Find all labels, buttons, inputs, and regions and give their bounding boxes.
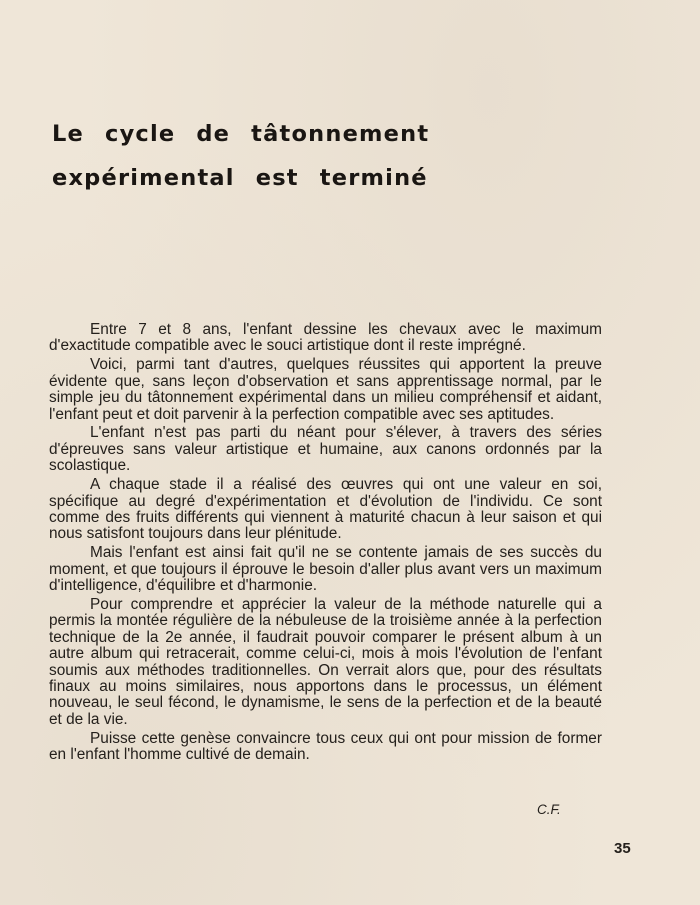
title-line-2: expérimental est terminé bbox=[52, 165, 428, 191]
paragraph: Mais l'enfant est ainsi fait qu'il ne se contente jamais de ses succès du moment, et que toujours il éprouve le besoin d'aller plus avant vers un maximum d'intelligence, d'équilibre et d'harmonie. bbox=[49, 544, 602, 595]
paragraph: Pour comprendre et apprécier la valeur de la méthode naturelle qui a permis la montée régulière de la nébuleuse de la troisième année à la perfection technique de la 2e année, il faudrait pouvoir comparer le présent album à un autre album qui retracerait, comme celui-ci, mois à mois l'évolution de l'enfant soumis aux méthodes traditionnelles. On verrait alors que, pour des résultats finaux au moins similaires, nous apportons dans le processus, un élément nouveau, le seul fécond, le dynamisme, le sens de la perfection et de la beauté et de la vie. bbox=[49, 596, 602, 728]
page-number: 35 bbox=[614, 840, 631, 857]
paragraph: Entre 7 et 8 ans, l'enfant dessine les chevaux avec le maximum d'exactitude compatible avec le souci artistique dont il reste imprégné. bbox=[49, 321, 602, 355]
title-line-1: Le cycle de tâtonnement bbox=[52, 121, 430, 147]
paragraph: Puisse cette genèse convaincre tous ceux qui ont pour mission de former en l'enfant l'homme cultivé de demain. bbox=[49, 729, 602, 764]
paragraph: L'enfant n'est pas parti du néant pour s'élever, à travers des séries d'épreuves sans valeur artistique et humaine, aux canons ordonnés par la scolastique. bbox=[49, 424, 602, 475]
page-title bbox=[52, 112, 429, 200]
article-body bbox=[49, 322, 602, 766]
paragraph: A chaque stade il a réalisé des œuvres qui ont une valeur en soi, spécifique au degré d'expérimentation et d'évolution de l'individu. Ce sont comme des fruits différents qui viennent à maturité chacun à leur saison et qui nous satisfont toujours dans leur plénitude. bbox=[49, 476, 602, 543]
paragraph: Voici, parmi tant d'autres, quelques réussites qui apportent la preuve évidente que, sans leçon d'observation et sans apprentissage normal, par le simple jeu du tâtonnement expérimental dans un milieu compréhensif et aidant, l'enfant peut et doit parvenir à la perfection compatible avec ses aptitudes. bbox=[49, 356, 602, 423]
author-signature: C.F. bbox=[537, 802, 561, 817]
